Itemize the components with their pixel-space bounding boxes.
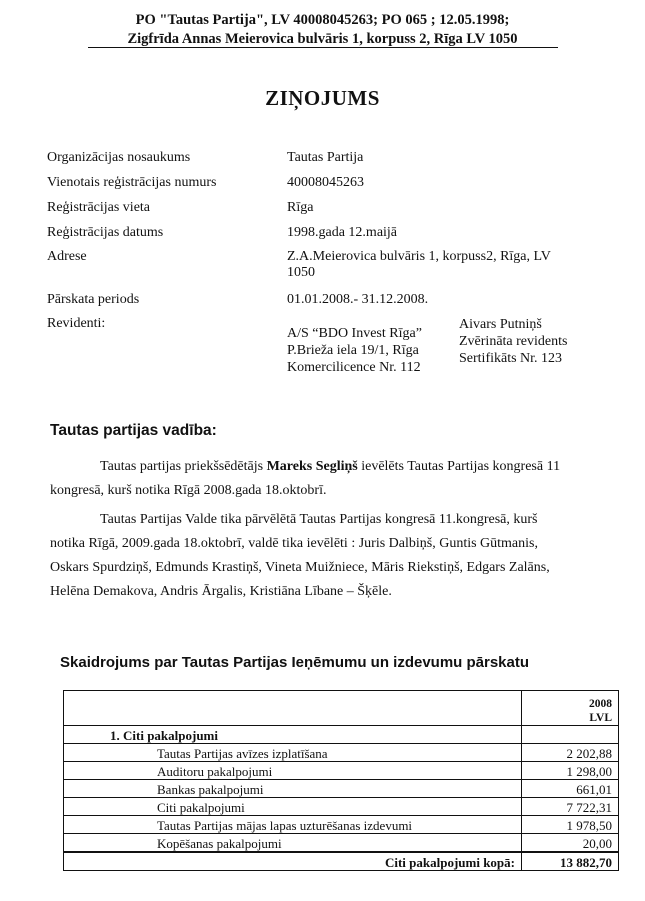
auditor-person-line: Zvērināta revidents xyxy=(459,334,568,349)
p1-text-after: ievēlēts Tautas Partijas kongresā 11 xyxy=(357,459,561,474)
table-row xyxy=(64,780,619,798)
statement-table xyxy=(63,690,619,871)
leadership-p2-line-4: Helēna Demakova, Andris Ārgalis, Kristiāna Lībane – Šķēle. xyxy=(50,584,392,599)
table-row xyxy=(64,816,619,834)
row-amount: 1 978,50 xyxy=(522,816,619,834)
reg-date-label: Reģistrācijas datums xyxy=(47,225,164,240)
org-name-label: Organizācijas nosaukums xyxy=(47,150,191,165)
header-divider xyxy=(88,47,558,48)
p1-text-before: Tautas partijas priekšsēdētājs xyxy=(100,459,267,474)
reg-date-value: 1998.gada 12.maijā xyxy=(287,225,398,240)
table-row xyxy=(64,762,619,780)
year-label: 2008 xyxy=(589,698,612,710)
total-amount: 13 882,70 xyxy=(522,852,619,871)
row-label: Bankas pakalpojumi xyxy=(64,780,522,798)
header-line-2: Zigfrīda Annas Meierovica bulvāris 1, korpuss 2, Rīga LV 1050 xyxy=(127,31,518,47)
reg-number-label: Vienotais reģistrācijas numurs xyxy=(47,175,217,190)
leadership-p2-line-2: notika Rīgā, 2009.gada 18.oktobrī, valdē tika ievēlēti : Juris Dalbiņš, Guntis Gūtmanis, xyxy=(50,536,538,551)
header-line-1: PO "Tautas Partija", LV 40008045263; PO 065 ; 12.05.1998; xyxy=(135,12,510,28)
row-label: Kopēšanas pakalpojumi xyxy=(64,834,522,853)
total-label: Citi pakalpojumi kopā: xyxy=(64,852,522,871)
row-amount: 20,00 xyxy=(522,834,619,853)
reg-place-label: Reģistrācijas vieta xyxy=(47,200,151,215)
chairman-name: Mareks Segliņš xyxy=(266,459,358,474)
row-label: Tautas Partijas avīzes izplatīšana xyxy=(64,744,522,762)
row-label: Citi pakalpojumi xyxy=(64,798,522,816)
leadership-p1-line-1 xyxy=(100,455,560,479)
table-header-row xyxy=(64,691,619,726)
table-header-year xyxy=(522,691,619,726)
period-label: Pārskata periods xyxy=(47,292,140,307)
row-amount: 661,01 xyxy=(522,780,619,798)
auditor-firm-line: P.Brieža iela 19/1, Rīga xyxy=(287,343,419,358)
document-title: ZIŅOJUMS xyxy=(265,86,380,110)
auditor-person-line: Sertifikāts Nr. 123 xyxy=(459,351,563,366)
reg-place-value: Rīga xyxy=(287,200,314,215)
auditor-person-line: Aivars Putniņš xyxy=(459,317,542,332)
group-label: 1. Citi pakalpojumi xyxy=(64,726,522,744)
address-value-line-2: 1050 xyxy=(287,265,315,280)
row-amount: 7 722,31 xyxy=(522,798,619,816)
row-amount: 1 298,00 xyxy=(522,762,619,780)
org-name-value: Tautas Partija xyxy=(287,150,364,165)
group-amount-empty xyxy=(522,726,619,744)
row-amount: 2 202,88 xyxy=(522,744,619,762)
reg-number-value: 40008045263 xyxy=(287,175,364,190)
statement-heading: Skaidrojums par Tautas Partijas Ieņēmumu un izdevumu pārskatu xyxy=(60,654,530,671)
auditor-firm-line: A/S “BDO Invest Rīga” xyxy=(287,326,422,341)
auditor-person xyxy=(459,316,567,367)
period-value: 01.01.2008.- 31.12.2008. xyxy=(287,292,429,307)
auditor-firm xyxy=(287,325,422,376)
total-row xyxy=(64,852,619,871)
auditor-firm-line: Komercilicence Nr. 112 xyxy=(287,360,421,375)
row-label: Auditoru pakalpojumi xyxy=(64,762,522,780)
address-value-line-1: Z.A.Meierovica bulvāris 1, korpuss2, Rīga, LV xyxy=(287,249,551,264)
table-header-blank xyxy=(64,691,522,726)
auditors-label: Revidenti: xyxy=(47,316,106,331)
leadership-heading: Tautas partijas vadība: xyxy=(50,422,217,439)
group-row xyxy=(64,726,619,744)
address-label: Adrese xyxy=(47,249,87,264)
leadership-p2-line-1: Tautas Partijas Valde tika pārvēlētā Tautas Partijas kongresā 11.kongresā, kurš xyxy=(100,512,538,527)
table-row xyxy=(64,834,619,853)
leadership-p1-line-2: kongresā, kurš notika Rīgā 2008.gada 18.oktobrī. xyxy=(50,483,327,498)
table-row xyxy=(64,798,619,816)
leadership-p2-line-3: Oskars Spurdziņš, Edmunds Krastiņš, Vineta Muižniece, Māris Riekstiņš, Edgars Zalāns, xyxy=(50,560,550,575)
currency-label: LVL xyxy=(589,712,612,724)
table-row xyxy=(64,744,619,762)
row-label: Tautas Partijas mājas lapas uzturēšanas izdevumi xyxy=(64,816,522,834)
